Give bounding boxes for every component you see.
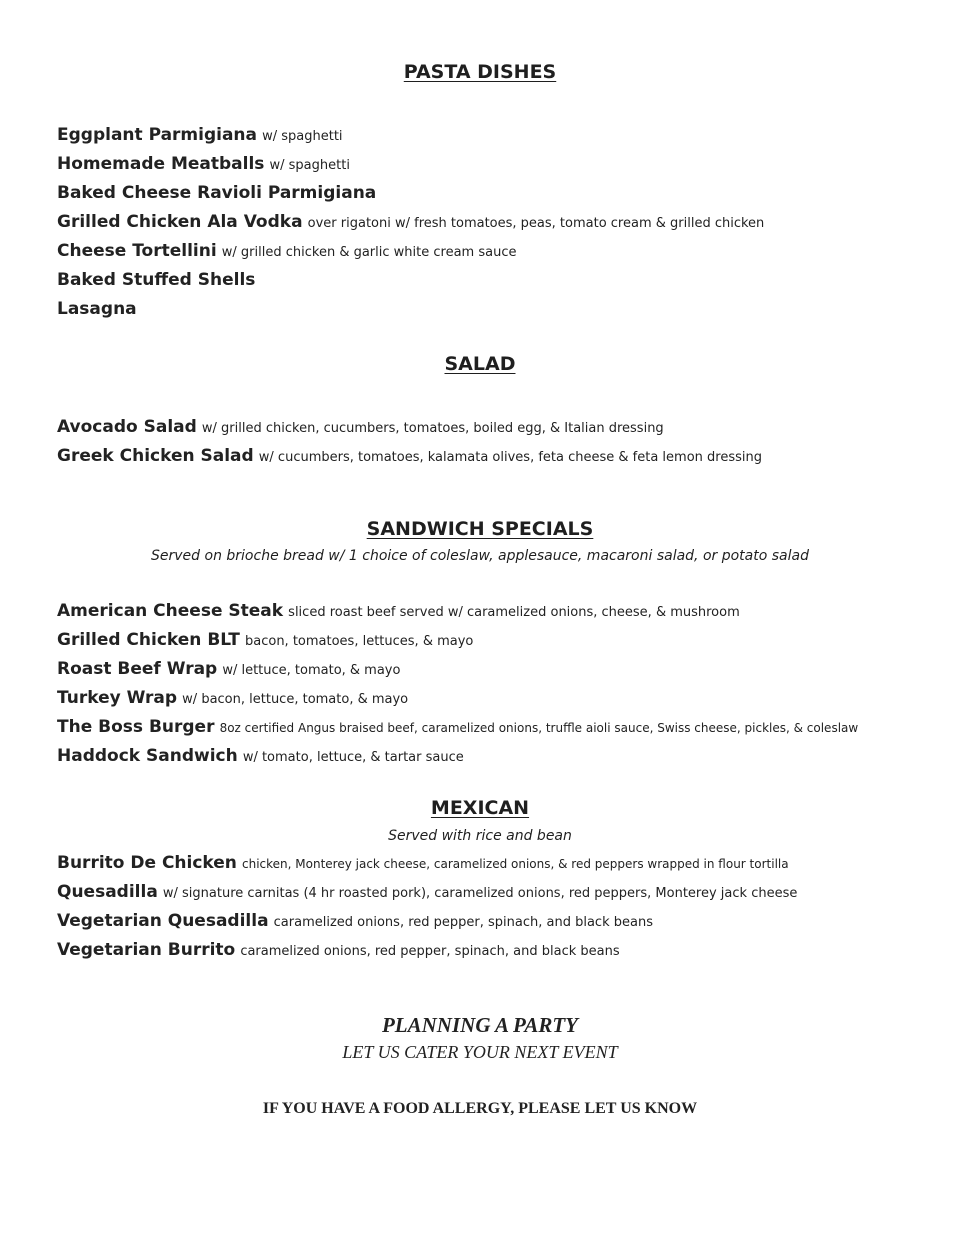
menu-item-description: sliced roast beef served w/ caramelized onions, cheese, & mushroom (288, 605, 740, 620)
menu-item-name: Homemade Meatballs (57, 154, 265, 174)
sandwich-section-note: Served on brioche bread w/ 1 choice of coleslaw, applesauce, macaroni salad, or potato salad (151, 548, 809, 564)
menu-item-vegetarian-quesadilla (57, 913, 653, 930)
menu-item-name: Greek Chicken Salad (57, 446, 254, 466)
menu-item-description: w/ cucumbers, tomatoes, kalamata olives, feta cheese & feta lemon dressing (258, 450, 762, 465)
allergy-notice: IF YOU HAVE A FOOD ALLERGY, PLEASE LET US KNOW (262, 1100, 698, 1117)
menu-item-name: Quesadilla (57, 882, 158, 902)
menu-item-name: Burrito De Chicken (57, 853, 237, 873)
menu-item-grilled-chicken-ala-vodka (57, 214, 764, 231)
menu-item-name: Turkey Wrap (57, 688, 178, 708)
menu-item-description: w/ tomato, lettuce, & tartar sauce (242, 750, 464, 765)
menu-item-roast-beef-wrap (57, 661, 400, 678)
menu-item-name: Avocado Salad (57, 417, 197, 437)
menu-item-name: Vegetarian Quesadilla (57, 911, 269, 931)
salad-section-title: SALAD (444, 353, 516, 375)
menu-item-homemade-meatballs (57, 156, 350, 173)
menu-item-description: w/ spaghetti (262, 129, 343, 144)
menu-item-description: over rigatoni w/ fresh tomatoes, peas, tomato cream & grilled chicken (307, 216, 765, 231)
menu-item-description: w/ grilled chicken, cucumbers, tomatoes, boiled egg, & Italian dressing (201, 421, 664, 436)
menu-item-name: Eggplant Parmigiana (57, 125, 258, 145)
menu-item-name: Cheese Tortellini (57, 241, 217, 261)
menu-item-name: Haddock Sandwich (57, 746, 238, 766)
catering-tagline: LET US CATER YOUR NEXT EVENT (342, 1042, 618, 1062)
menu-item-description: w/ bacon, lettuce, tomato, & mayo (182, 692, 409, 707)
menu-item-description: 8oz certified Angus braised beef, caramelized onions, truffle aioli sauce, Swiss cheese, pickles, & coleslaw (219, 721, 859, 735)
menu-item-description: chicken, Monterey jack cheese, caramelized onions, & red peppers wrapped in flour tortilla (242, 857, 789, 871)
menu-item-lasagna (57, 301, 137, 318)
menu-item-name: American Cheese Steak (57, 601, 284, 621)
menu-item-description: w/ lettuce, tomato, & mayo (222, 663, 401, 678)
menu-item-burrito-de-chicken (57, 855, 789, 872)
menu-item-grilled-chicken-blt (57, 632, 473, 649)
menu-item-haddock-sandwich (57, 748, 464, 765)
menu-item-description: w/ signature carnitas (4 hr roasted pork), caramelized onions, red peppers, Monterey jack cheese (162, 886, 798, 901)
menu-item-quesadilla (57, 884, 797, 901)
menu-item-description: w/ grilled chicken & garlic white cream sauce (221, 245, 517, 260)
menu-item-name: Baked Cheese Ravioli Parmigiana (57, 183, 377, 203)
menu-item-avocado-salad (57, 419, 664, 436)
menu-item-eggplant-parmigiana (57, 127, 343, 144)
menu-item-turkey-wrap (57, 690, 408, 707)
menu-item-name: Baked Stuffed Shells (57, 270, 256, 290)
menu-item-the-boss-burger (57, 719, 858, 736)
menu-item-name: Grilled Chicken BLT (57, 630, 240, 650)
menu-item-description: caramelized onions, red pepper, spinach, and black beans (273, 915, 653, 930)
menu-item-baked-cheese-ravioli (57, 185, 376, 202)
planning-party-heading: PLANNING A PARTY (381, 1013, 578, 1037)
menu-item-name: Roast Beef Wrap (57, 659, 218, 679)
menu-item-name: Vegetarian Burrito (57, 940, 236, 960)
menu-item-description: w/ spaghetti (269, 158, 350, 173)
menu-item-greek-chicken-salad (57, 448, 762, 465)
menu-item-baked-stuffed-shells (57, 272, 255, 289)
menu-item-description: bacon, tomatoes, lettuces, & mayo (245, 634, 474, 649)
menu-item-name: Lasagna (57, 299, 137, 319)
menu-item-name: Grilled Chicken Ala Vodka (57, 212, 303, 232)
mexican-section-note: Served with rice and bean (388, 828, 572, 844)
menu-item-description: caramelized onions, red pepper, spinach, and black beans (240, 944, 620, 959)
sandwich-section-title: SANDWICH SPECIALS (366, 518, 594, 540)
pasta-section-title: PASTA DISHES (403, 61, 557, 83)
menu-item-american-cheese-steak (57, 603, 740, 620)
menu-item-cheese-tortellini (57, 243, 516, 260)
menu-item-name: The Boss Burger (57, 717, 215, 737)
mexican-section-title: MEXICAN (430, 797, 530, 819)
menu-item-vegetarian-burrito (57, 942, 620, 959)
